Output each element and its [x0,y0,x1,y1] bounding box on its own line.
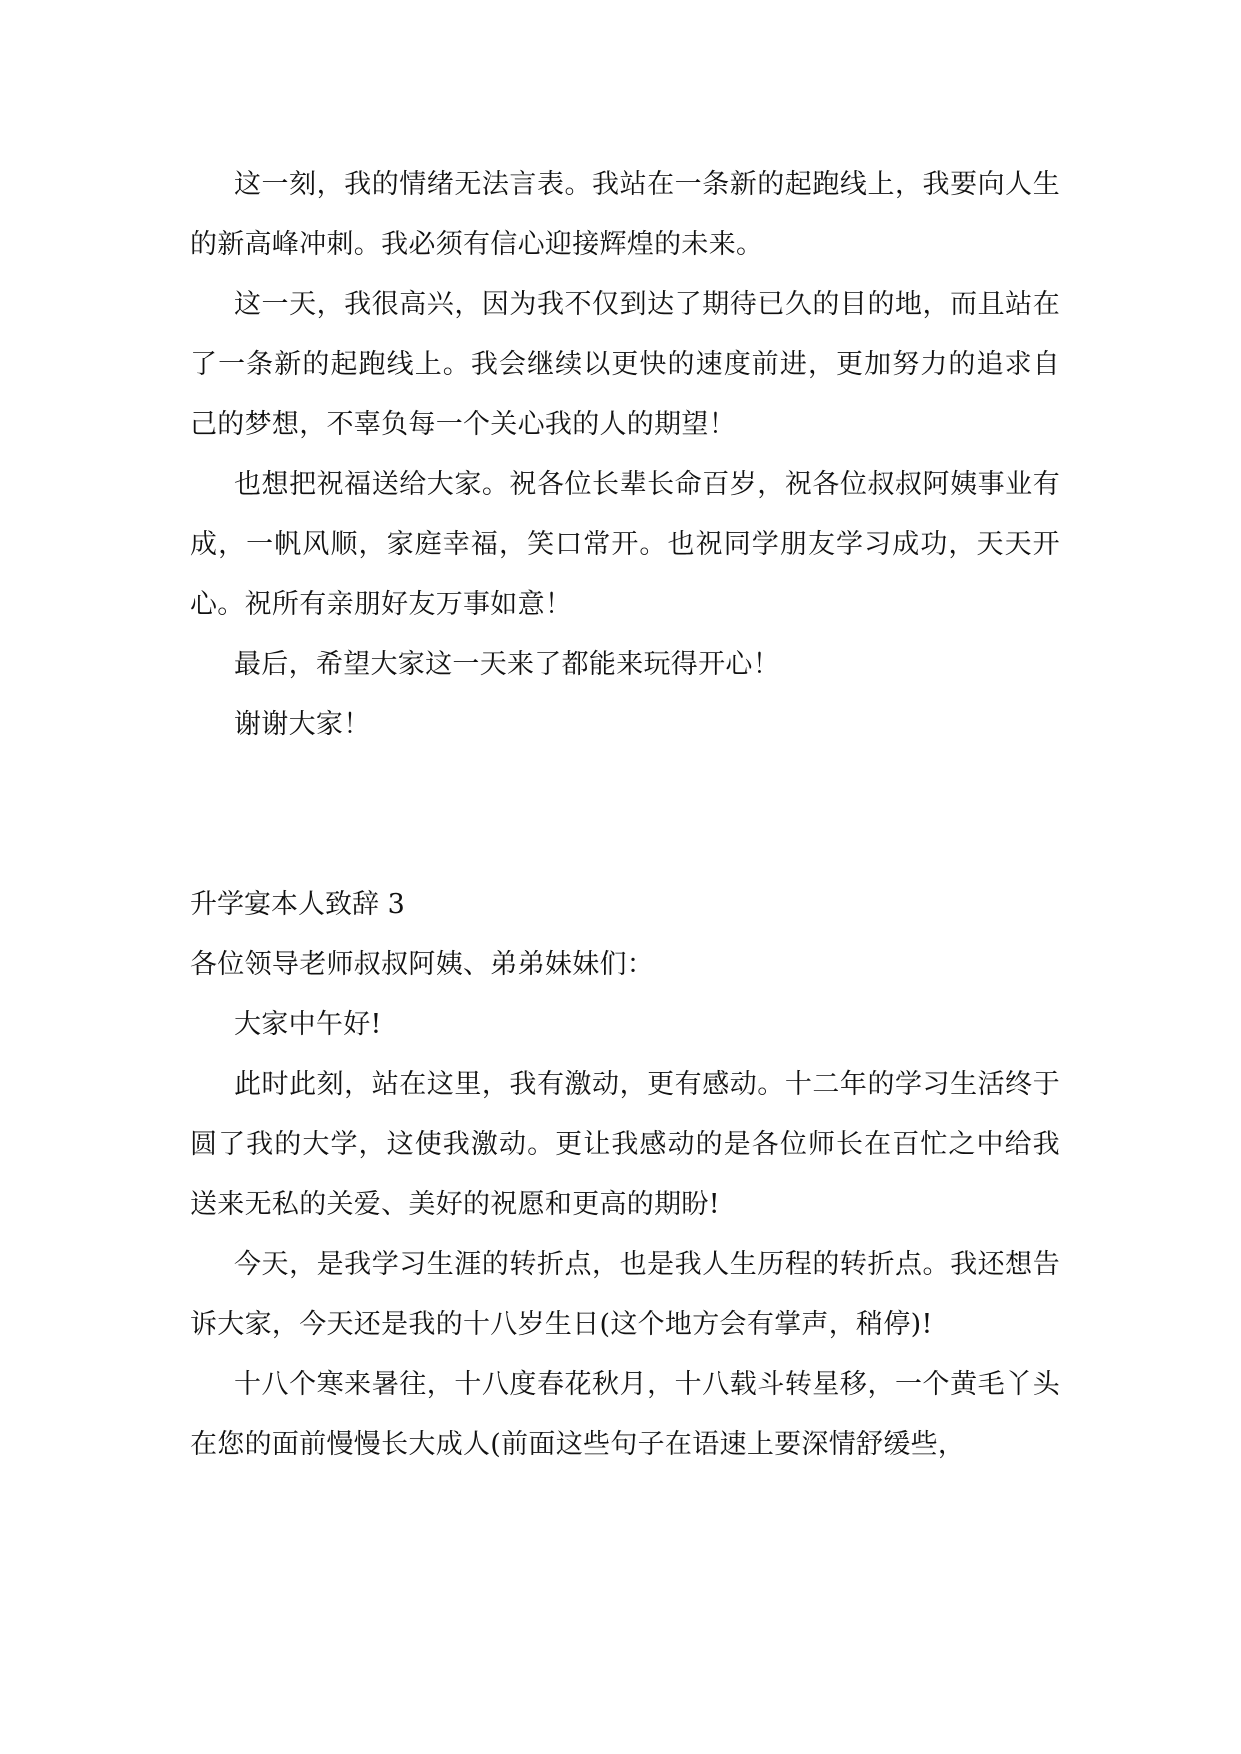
paragraph: 十八个寒来暑往，十八度春花秋月，十八载斗转星移，一个黄毛丫头在您的面前慢慢长大成人(前面这些句子在语速上要深情舒缓些， [190,1369,1060,1460]
paragraph: 此时此刻，站在这里，我有激动，更有感动。十二年的学习生活终于圆了我的大学，这使我激动。更让我感动的是各位师长在百忙之中给我送来无私的关爱、美好的祝愿和更高的期盼! [190,1069,1060,1220]
section-spacer [190,755,1060,875]
paragraph: 这一天，我很高兴，因为我不仅到达了期待已久的目的地，而且站在了一条新的起跑线上。我会继续以更快的速度前进，更加努力的追求自己的梦想，不辜负每一个关心我的人的期望！ [190,289,1060,440]
section-title: 升学宴本人致辞 3 [190,889,405,920]
salutation: 各位领导老师叔叔阿姨、弟弟妹妹们： [190,949,655,980]
paragraph: 最后，希望大家这一天来了都能来玩得开心！ [234,649,780,680]
paragraph: 这一刻，我的情绪无法言表。我站在一条新的起跑线上，我要向人生的新高峰冲刺。我必须有信心迎接辉煌的未来。 [190,169,1060,260]
paragraph: 也想把祝福送给大家。祝各位长辈长命百岁，祝各位叔叔阿姨事业有成，一帆风顺，家庭幸福，笑口常开。也祝同学朋友学习成功，天天开心。祝所有亲朋好友万事如意！ [190,469,1060,620]
paragraph: 今天，是我学习生涯的转折点，也是我人生历程的转折点。我还想告诉大家，今天还是我的十八岁生日(这个地方会有掌声，稍停)! [190,1249,1060,1340]
paragraph: 大家中午好! [234,1009,382,1040]
document-body [190,155,1060,1475]
paragraph: 谢谢大家！ [234,709,371,740]
